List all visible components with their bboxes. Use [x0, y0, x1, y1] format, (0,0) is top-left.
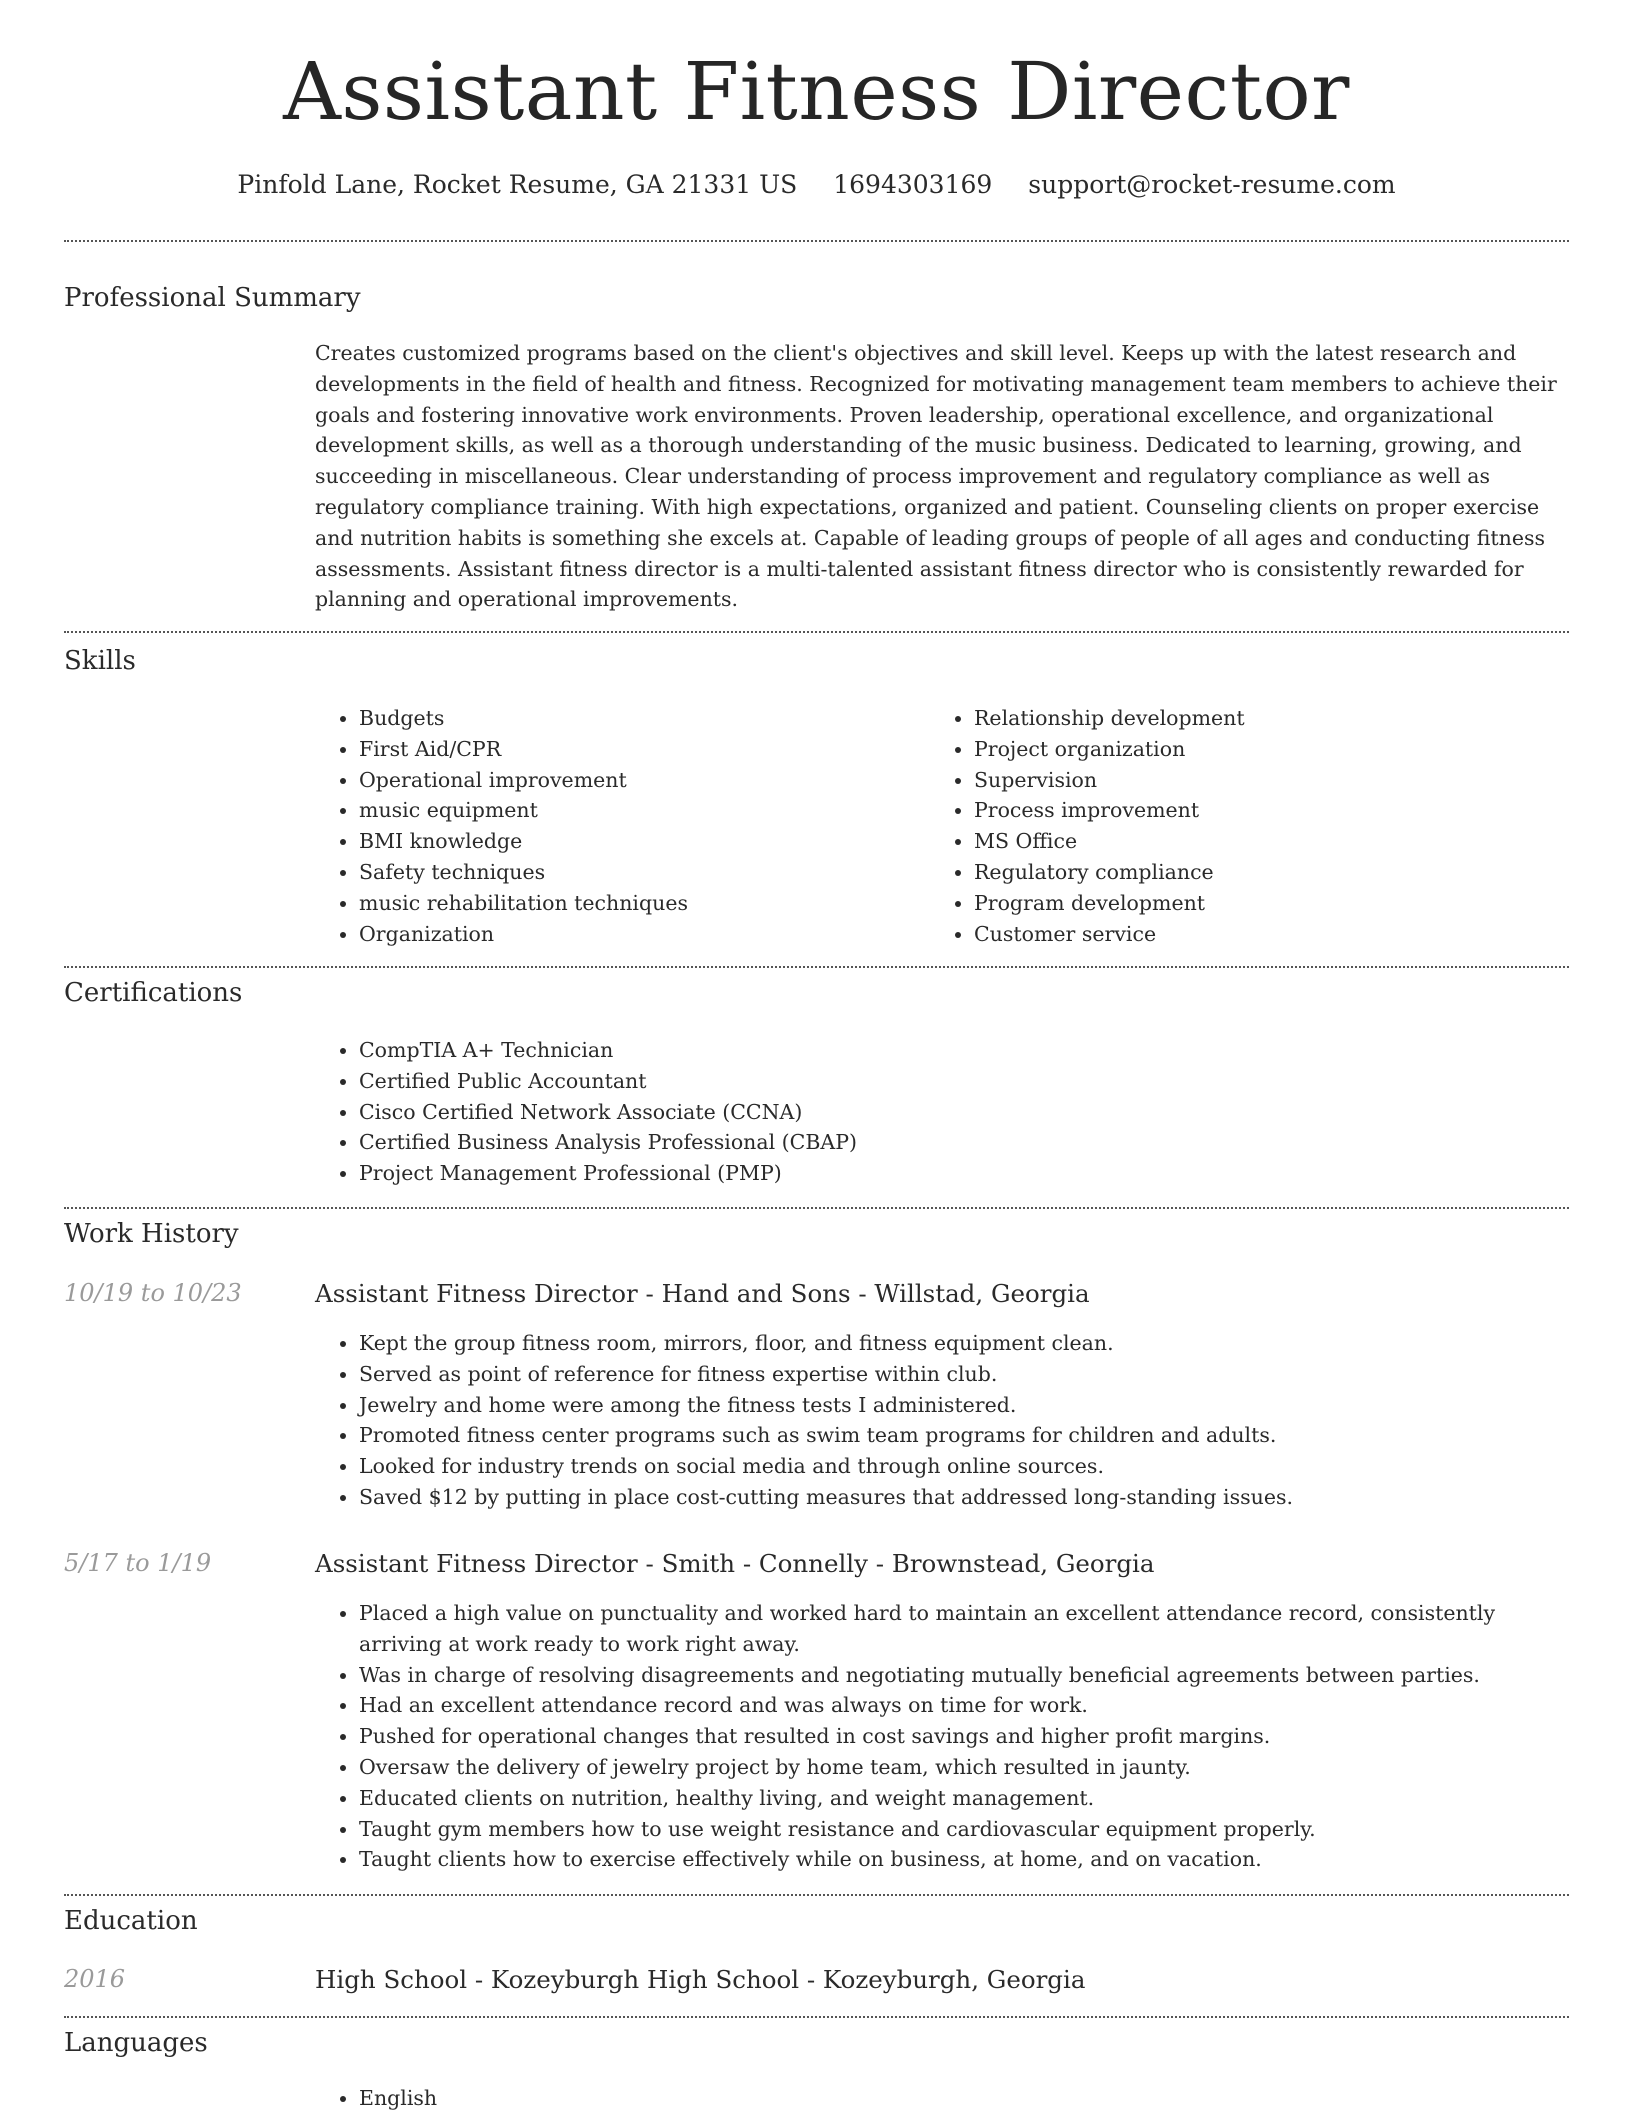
skill-item: • Budgets: [359, 703, 919, 734]
job-bullet: • Had an excellent attendance record and was always on time for work.: [359, 1690, 1569, 1721]
divider: [64, 240, 1569, 242]
job-bullets-body: [315, 1598, 1569, 1875]
job-bullet: • Oversaw the delivery of jewelry project by home team, which resulted in jaunty.: [359, 1752, 1569, 1783]
contact-email[interactable]: support@rocket-resume.com: [1028, 170, 1396, 199]
certification-item: • CompTIA A+ Technician: [359, 1035, 1569, 1066]
contact-phone: 1694303169: [833, 170, 993, 199]
languages-body: [315, 2083, 1569, 2114]
skill-item: • Safety techniques: [359, 857, 919, 888]
skill-item: • Operational improvement: [359, 765, 919, 796]
job-bullet: • Placed a high value on punctuality and worked hard to maintain an excellent attendance record, consistently arriving at work ready to work right away.: [359, 1598, 1569, 1660]
job-dates: 10/19 to 10/23: [64, 1279, 242, 1307]
divider: [64, 1207, 1569, 1209]
education-date: 2016: [64, 1965, 126, 1993]
contact-line: [64, 170, 1569, 199]
job-bullet: • Looked for industry trends on social media and through online sources.: [359, 1451, 1569, 1482]
skill-item: • Project organization: [974, 734, 1574, 765]
resume-name: Assistant Fitness Director: [283, 45, 1350, 138]
divider: [64, 2016, 1569, 2018]
job-bullets: [315, 1598, 1569, 1875]
skills-list-right: [930, 703, 1574, 949]
job-heading: Assistant Fitness Director - Hand and Sons - Willstad, Georgia: [315, 1279, 1090, 1308]
skill-item: • First Aid/CPR: [359, 734, 919, 765]
skill-item: • Regulatory compliance: [974, 857, 1574, 888]
section-title-languages: Languages: [64, 2028, 208, 2058]
job-bullet: • Jewelry and home were among the fitness tests I administered.: [359, 1390, 1569, 1421]
skill-item: • Relationship development: [974, 703, 1574, 734]
skill-item: • Organization: [359, 919, 919, 950]
certification-item: • Certified Business Analysis Professional (CBAP): [359, 1127, 1569, 1158]
skills-list-left: [315, 703, 919, 949]
job-bullet: • Was in charge of resolving disagreements and negotiating mutually beneficial agreements between parties.: [359, 1660, 1569, 1691]
summary-body: [315, 338, 1569, 615]
section-title-certifications: Certifications: [64, 978, 243, 1008]
contact-address: Pinfold Lane, Rocket Resume, GA 21331 US: [237, 170, 798, 199]
language-item: • English: [359, 2083, 1569, 2114]
job-bullet: • Taught gym members how to use weight resistance and cardiovascular equipment properly.: [359, 1814, 1569, 1845]
certification-item: • Cisco Certified Network Associate (CCNA): [359, 1097, 1569, 1128]
job-bullet: • Kept the group fitness room, mirrors, floor, and fitness equipment clean.: [359, 1328, 1569, 1359]
skill-item: • music equipment: [359, 795, 919, 826]
divider: [64, 631, 1569, 633]
divider: [64, 966, 1569, 968]
job-bullet: • Educated clients on nutrition, healthy living, and weight management.: [359, 1783, 1569, 1814]
certification-item: • Project Management Professional (PMP): [359, 1158, 1569, 1189]
divider: [64, 1894, 1569, 1896]
section-title-summary: Professional Summary: [64, 283, 361, 313]
job-bullets-body: [315, 1328, 1569, 1513]
certifications-list: [315, 1035, 1569, 1189]
certification-item: • Certified Public Accountant: [359, 1066, 1569, 1097]
skill-item: • music rehabilitation techniques: [359, 888, 919, 919]
summary-text: Creates customized programs based on the client's objectives and skill level. Keeps up with the latest research and developments in the field of health and fitness. Recognized for motivating management team members to achieve their goals and fostering innovative work environments. Proven leadership, operational excellence, and organizational development skills, as well as a thorough understanding of the music business. Dedicated to learning, growing, and succeeding in miscellaneous. Clear understanding of process improvement and regulatory compliance as well as regulatory compliance training. With high expectations, organized and patient. Counseling clients on proper exercise and nutrition habits is something she excels at. Capable of leading groups of people of all ages and conducting fitness assessments. Assistant fitness director is a multi-talented assistant fitness director who is consistently rewarded for planning and operational improvements.: [315, 341, 1557, 612]
job-bullet: • Served as point of reference for fitness expertise within club.: [359, 1359, 1569, 1390]
skill-item: • Customer service: [974, 919, 1574, 950]
skill-item: • Process improvement: [974, 795, 1574, 826]
job-bullet: • Promoted fitness center programs such as swim team programs for children and adults.: [359, 1420, 1569, 1451]
languages-list: [315, 2083, 1569, 2114]
certifications-body: [315, 1035, 1569, 1189]
job-heading: Assistant Fitness Director - Smith - Connelly - Brownstead, Georgia: [315, 1549, 1155, 1578]
section-title-education: Education: [64, 1906, 198, 1936]
section-title-work: Work History: [64, 1219, 239, 1249]
skills-body: [315, 703, 1569, 953]
skill-item: • Program development: [974, 888, 1574, 919]
job-bullet: • Taught clients how to exercise effectively while on business, at home, and on vacation.: [359, 1844, 1569, 1875]
job-dates: 5/17 to 1/19: [64, 1549, 212, 1577]
skill-item: • MS Office: [974, 826, 1574, 857]
job-bullets: [315, 1328, 1569, 1513]
skill-item: • Supervision: [974, 765, 1574, 796]
education-heading: High School - Kozeyburgh High School - Kozeyburgh, Georgia: [315, 1965, 1086, 1994]
skill-item: • BMI knowledge: [359, 826, 919, 857]
job-bullet: • Saved $12 by putting in place cost-cutting measures that addressed long-standing issues.: [359, 1482, 1569, 1513]
section-title-skills: Skills: [64, 646, 136, 676]
job-bullet: • Pushed for operational changes that resulted in cost savings and higher profit margins.: [359, 1721, 1569, 1752]
